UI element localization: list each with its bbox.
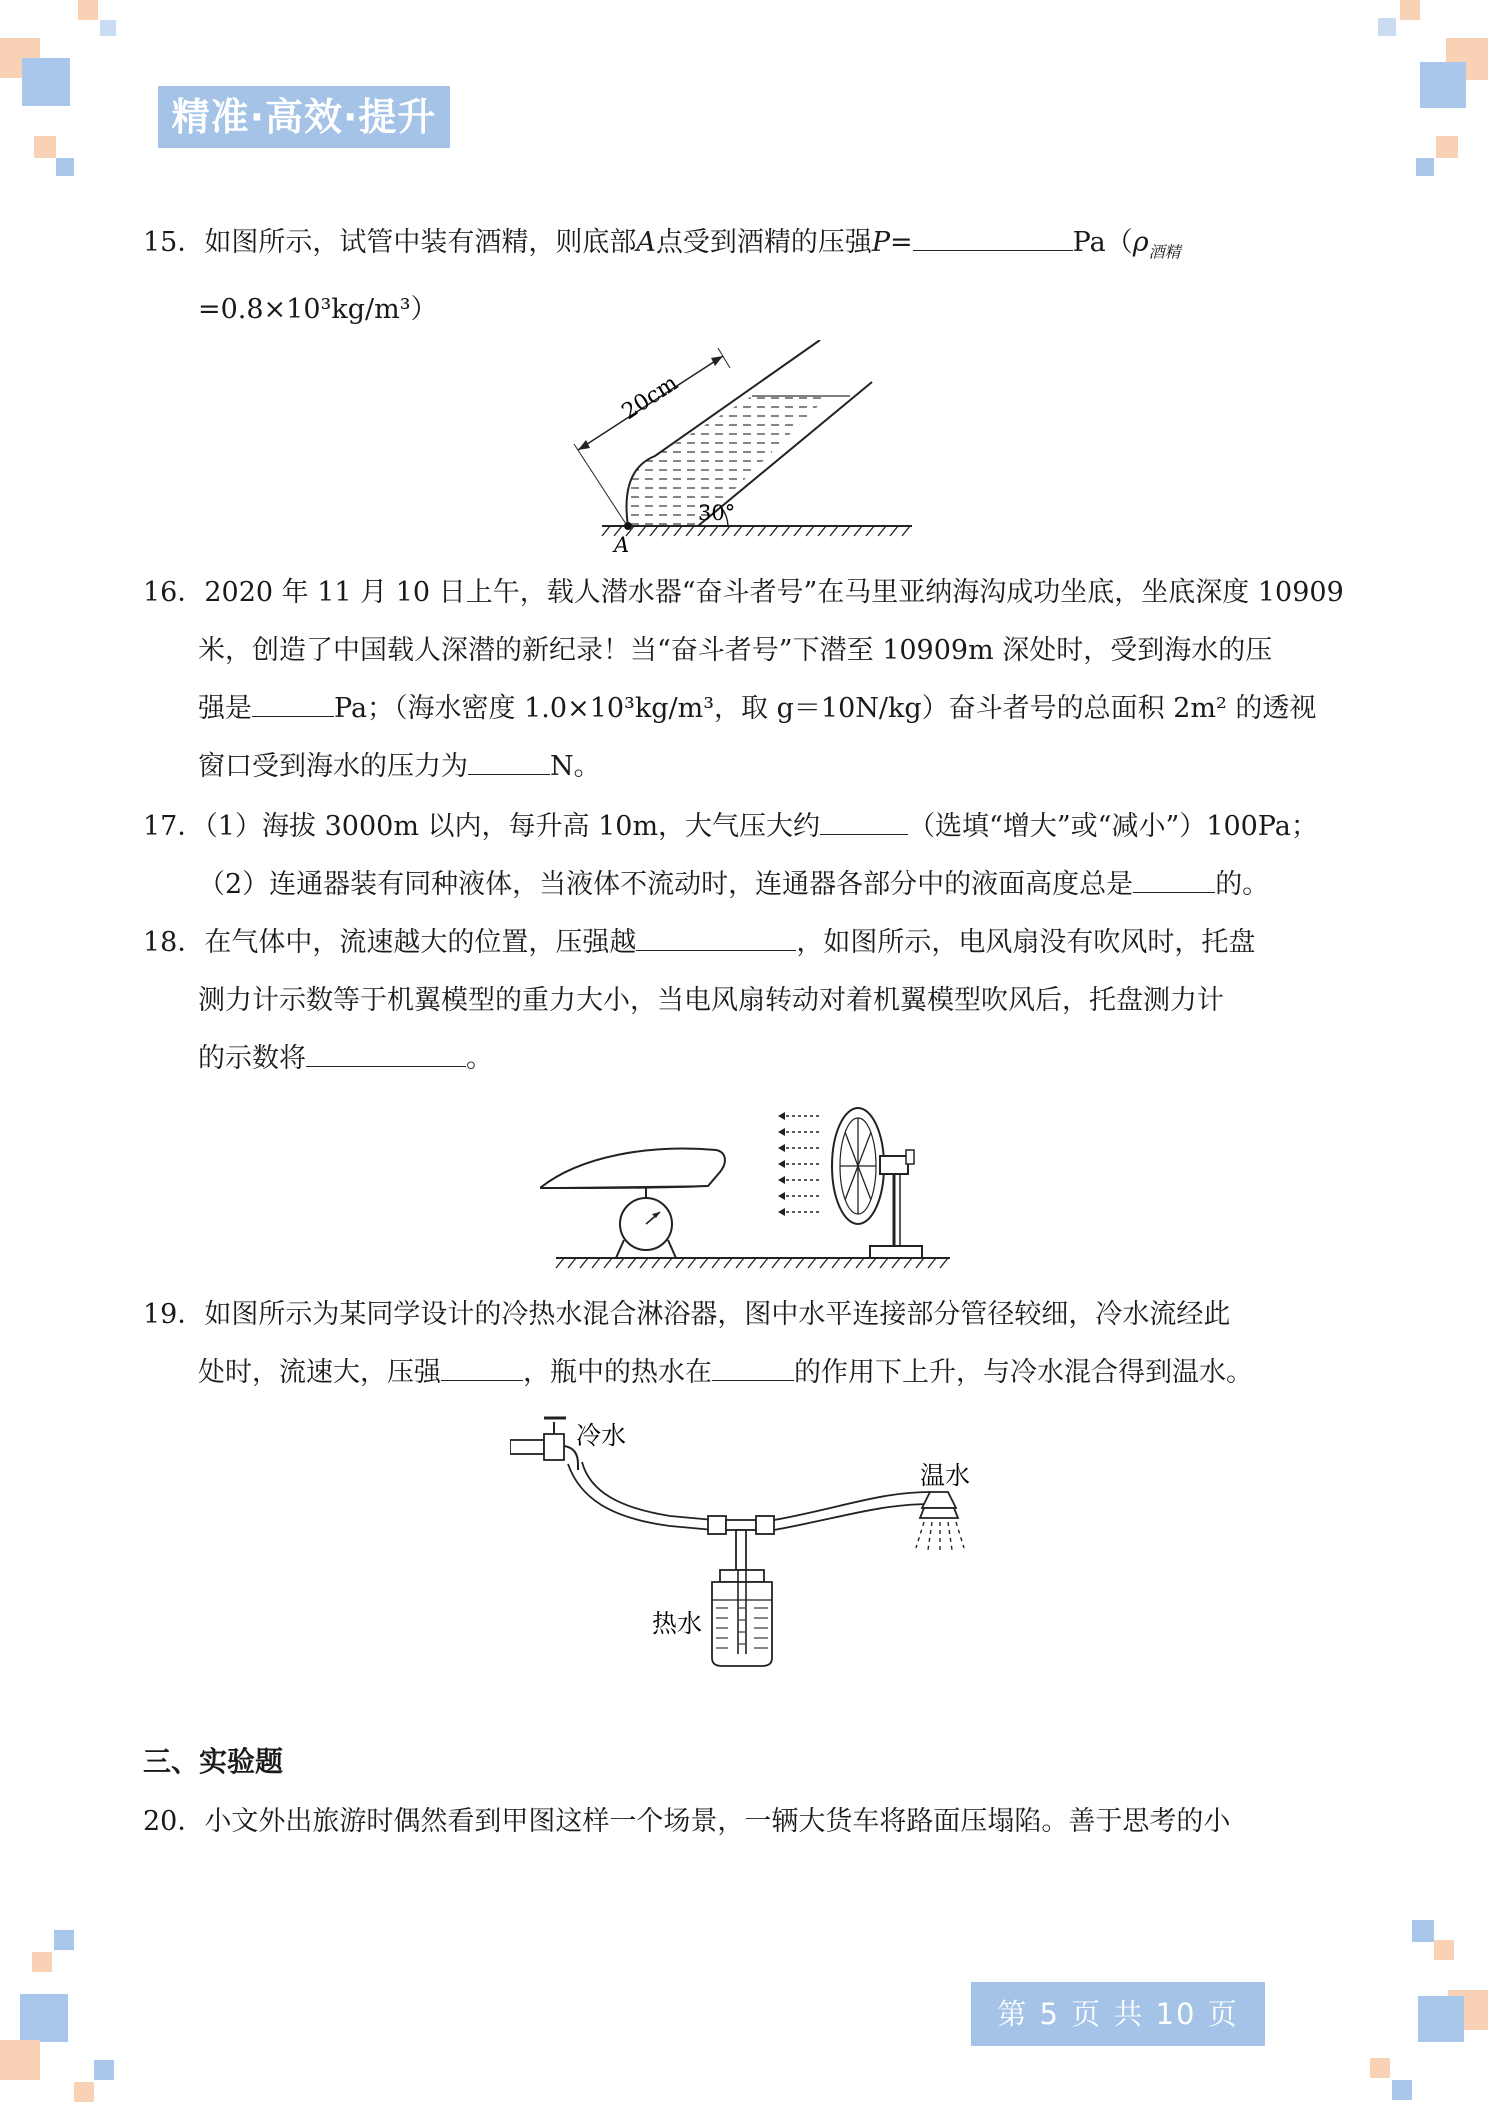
header-banner: 精准·高效·提升 xyxy=(158,86,450,148)
q20-line-1: 20．小文外出旅游时偶然看到甲图这样一个场景，一辆大货车将路面压塌陷。善于思考的小 xyxy=(143,1806,1231,1837)
q18-line-3a: 的示数将 xyxy=(198,1043,306,1074)
q18-line-3b: 。 xyxy=(466,1043,493,1074)
q15-point-a: A xyxy=(636,227,656,258)
figure-shower-mixer xyxy=(510,1408,990,1676)
answer-blank-q19-2[interactable] xyxy=(712,1356,794,1381)
q15-pressure-symbol: P xyxy=(871,227,891,258)
q18-line-1b: ，如图所示，电风扇没有吹风时，托盘 xyxy=(796,927,1256,958)
q15-text-a: 15．如图所示，试管中装有酒精，则底部 xyxy=(143,227,637,258)
q15-rho: ρ xyxy=(1132,227,1149,258)
q17-line-1b: （选填“增大”或“减小”）100Pa； xyxy=(908,811,1318,842)
q16-line-1: 16．2020 年 11 月 10 日上午，载人潜水器“奋斗者号”在马里亚纳海沟成功坐底，坐底深度 10909 xyxy=(143,577,1344,608)
question-17 xyxy=(143,798,1348,914)
answer-blank-q18-1[interactable] xyxy=(636,926,796,951)
label-warm-water: 温水 xyxy=(920,1461,971,1490)
q18-line-2: 测力计示数等于机翼模型的重力大小，当电风扇转动对着机翼模型吹风后，托盘测力计 xyxy=(198,985,1224,1016)
answer-blank-q16-1[interactable] xyxy=(252,692,334,717)
fig15-angle-label: 30° xyxy=(698,501,736,525)
q16-line-2: 米，创造了中国载人深潜的新纪录！当“奋斗者号”下潜至 10909m 深处时，受到海水的压 xyxy=(198,635,1273,666)
figure-wing-fan xyxy=(540,1100,960,1280)
answer-blank-q17-1[interactable] xyxy=(820,810,908,835)
q19-line-2a: 处时，流速大，压强 xyxy=(198,1357,441,1388)
q19-line-2b: ，瓶中的热水在 xyxy=(523,1357,712,1388)
q16-line-3a: 强是 xyxy=(198,693,252,724)
q18-line-1a: 18．在气体中，流速越大的位置，压强越 xyxy=(143,927,637,958)
question-20 xyxy=(143,1793,1348,1851)
question-19 xyxy=(143,1286,1348,1402)
answer-blank-q15[interactable] xyxy=(913,226,1073,251)
q19-line-1: 19．如图所示为某同学设计的冷热水混合淋浴器，图中水平连接部分管径较细，冷水流经此 xyxy=(143,1299,1231,1330)
page-number: 第 5 页 共 10 页 xyxy=(971,1982,1265,2046)
section-3-title: 三、实验题 xyxy=(143,1745,284,1778)
q17-line-2a: （2）连通器装有同种液体，当液体不流动时，连通器各部分中的液面高度总是 xyxy=(198,869,1134,900)
fig15-length-label: 20cm xyxy=(617,370,683,426)
q16-line-3b: Pa；（海水密度 1.0×10³kg/m³，取 g＝10N/kg）奋斗者号的总面积 2m² 的透视 xyxy=(334,693,1317,724)
label-hot-water: 热水 xyxy=(652,1609,703,1638)
q17-line-1a: 17．（1）海拔 3000m 以内，每升高 10m，大气压大约 xyxy=(143,811,821,842)
question-15 xyxy=(143,214,1348,339)
answer-blank-q19-1[interactable] xyxy=(441,1356,523,1381)
q15-rho-subscript: 酒精 xyxy=(1148,242,1181,262)
q16-line-4b: N。 xyxy=(550,751,601,782)
q15-unit: Pa（ xyxy=(1072,227,1133,258)
q17-line-2b: 的。 xyxy=(1215,869,1270,900)
question-18 xyxy=(143,914,1348,1088)
answer-blank-q17-2[interactable] xyxy=(1133,868,1215,893)
q15-equals: = xyxy=(890,227,913,258)
label-cold-water: 冷水 xyxy=(576,1421,627,1450)
q19-line-2c: 的作用下上升，与冷水混合得到温水。 xyxy=(794,1357,1253,1388)
q16-line-4a: 窗口受到海水的压力为 xyxy=(198,751,468,782)
figure-test-tube xyxy=(560,340,940,560)
answer-blank-q18-2[interactable] xyxy=(306,1042,466,1067)
question-16 xyxy=(143,564,1348,796)
fig15-point-label: A xyxy=(614,533,630,557)
q15-line-2: =0.8×10³kg/m³） xyxy=(198,294,438,326)
q15-text-b: 点受到酒精的压强 xyxy=(655,227,872,258)
answer-blank-q16-2[interactable] xyxy=(468,750,550,775)
